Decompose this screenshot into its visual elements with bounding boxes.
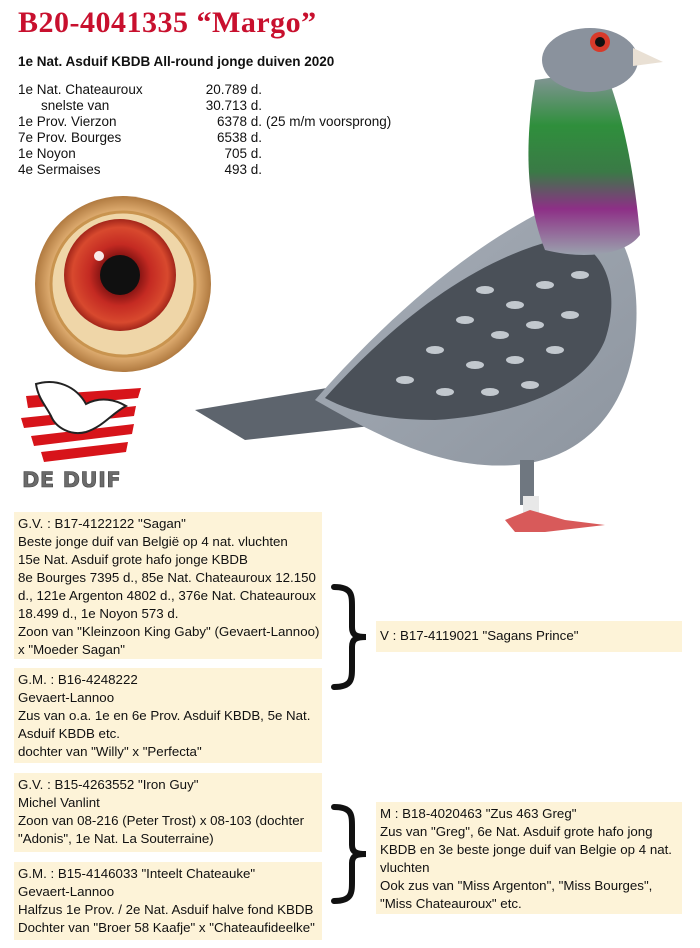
pedigree-line: "Adonis", 1e Nat. La Souterraine) bbox=[18, 831, 214, 846]
pedigree-line: G.V. : B15-4263552 "Iron Guy" bbox=[18, 777, 199, 792]
pedigree-line: Halfzus 1e Prov. / 2e Nat. Asduif halve fond KBDB bbox=[18, 902, 314, 917]
pedigree-line: M : B18-4020463 "Zus 463 Greg" bbox=[380, 806, 577, 821]
pedigree-grandsire-1 bbox=[14, 512, 322, 659]
pedigree-line: Ook zus van "Miss Argenton", "Miss Bourges", bbox=[380, 878, 653, 893]
pedigree-line: Asduif KBDB etc. bbox=[18, 726, 120, 741]
result-value: 20.789 d. bbox=[205, 82, 262, 97]
pedigree-line: V : B17-4119021 "Sagans Prince" bbox=[380, 628, 579, 643]
pedigree-grandsire-2 bbox=[14, 773, 322, 852]
pedigree-line: Zoon van 08-216 (Peter Trost) x 08-103 (dochter bbox=[18, 813, 305, 828]
result-value: 493 d. bbox=[224, 162, 262, 177]
result-value: 6538 d. bbox=[216, 130, 262, 145]
result-label: 1e Nat. Chateauroux bbox=[18, 82, 143, 97]
page-subtitle: 1e Nat. Asduif KBDB All-round jonge duiven 2020 bbox=[18, 54, 335, 69]
pedigree-dam bbox=[376, 802, 682, 914]
pedigree-granddam-1 bbox=[14, 668, 322, 763]
pigeon-photo bbox=[185, 20, 685, 545]
result-value: 6378 d. bbox=[216, 114, 262, 129]
result-value: 30.713 d. bbox=[205, 98, 262, 113]
pedigree-line: 15e Nat. Asduif grote hafo jonge KBDB bbox=[18, 552, 248, 567]
pedigree-line: dochter van "Willy" x "Perfecta" bbox=[18, 744, 202, 759]
pedigree-line: Zoon van "Kleinzoon King Gaby" (Gevaert-Lannoo) bbox=[18, 624, 320, 639]
result-note: (25 m/m voorsprong) bbox=[266, 114, 392, 129]
result-label: snelste van bbox=[41, 98, 110, 113]
result-label: 1e Prov. Vierzon bbox=[18, 114, 117, 129]
pedigree-sire bbox=[376, 621, 682, 652]
pedigree-line: G.M. : B16-4248222 bbox=[18, 672, 138, 687]
logo-text: DE DUIF bbox=[22, 468, 122, 492]
pedigree-line: Gevaert-Lannoo bbox=[18, 690, 115, 705]
pedigree-line: vluchten bbox=[380, 860, 430, 875]
pedigree-line: 18.499 d., 1e Noyon 573 d. bbox=[18, 606, 179, 621]
pedigree-line: Michel Vanlint bbox=[18, 795, 100, 810]
result-value: 705 d. bbox=[224, 146, 262, 161]
pedigree-granddam-2 bbox=[14, 862, 322, 940]
result-label: 7e Prov. Bourges bbox=[18, 130, 122, 145]
pedigree-line: d., 121e Argenton 4802 d., 376e Nat. Chateauroux bbox=[18, 588, 316, 603]
pedigree-line: 8e Bourges 7395 d., 85e Nat. Chateauroux 12.150 bbox=[18, 570, 316, 585]
pedigree-line: Beste jonge duif van België op 4 nat. vluchten bbox=[18, 534, 288, 549]
pedigree-line: Dochter van "Broer 58 Kaafje" x "Chateaufideelke" bbox=[18, 920, 315, 935]
pedigree-line: G.V. : B17-4122122 "Sagan" bbox=[18, 516, 186, 531]
pedigree-line: Zus van o.a. 1e en 6e Prov. Asduif KBDB, 5e Nat. bbox=[18, 708, 311, 723]
pedigree-line: G.M. : B15-4146033 "Inteelt Chateauke" bbox=[18, 866, 256, 881]
result-label: 4e Sermaises bbox=[18, 162, 101, 177]
page-title: B20-4041335 “Margo” bbox=[18, 6, 317, 39]
brace-connector-sire bbox=[330, 583, 370, 691]
pedigree-line: x "Moeder Sagan" bbox=[18, 642, 126, 657]
pedigree-line: "Miss Chateauroux" etc. bbox=[380, 896, 522, 911]
pedigree-line: KBDB en 3e beste jonge duif van Belgie op 4 nat. bbox=[380, 842, 672, 857]
brace-connector-dam bbox=[330, 803, 370, 905]
pedigree-line: Gevaert-Lannoo bbox=[18, 884, 115, 899]
result-label: 1e Noyon bbox=[18, 146, 76, 161]
pedigree-line: Zus van "Greg", 6e Nat. Asduif grote hafo jong bbox=[380, 824, 653, 839]
